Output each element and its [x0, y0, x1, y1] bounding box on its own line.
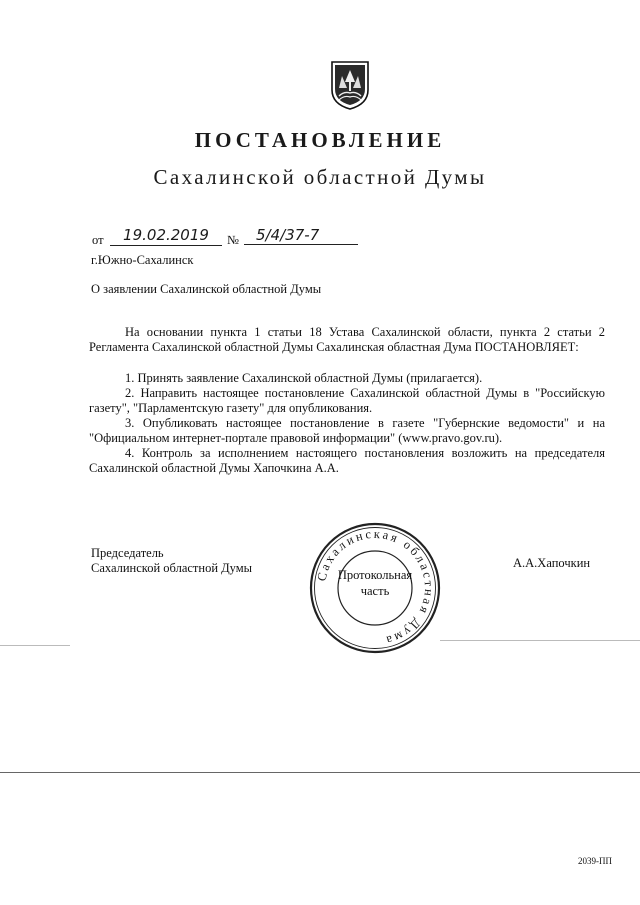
list-item: 3. Опубликовать настоящее постановление в газете "Губернские ведомости" и на "Официальном интернет-портале правовой информации" (www.pravo.gov.ru).	[89, 416, 605, 445]
document-number: 5/4/37-7	[244, 226, 358, 245]
document-date: 19.02.2019	[110, 226, 222, 246]
scan-artifact-line	[0, 645, 70, 646]
footer-code: 2039-ПП	[578, 856, 612, 866]
signatory-name: А.А.Хапочкин	[513, 556, 591, 570]
list-item: 4. Контроль за исполнением настоящего постановления возложить на председателя Сахалинской областной Думы Хапочкина А.А.	[89, 446, 605, 475]
signatory-position: Председатель	[91, 546, 164, 560]
stamp-ring-text: Сахалинская областная Дума	[314, 526, 437, 649]
stamp-center-line2: часть	[360, 584, 390, 598]
signatory-organization: Сахалинской областной Думы	[91, 561, 253, 575]
scan-artifact-line	[440, 640, 640, 641]
coat-of-arms-icon	[330, 60, 370, 110]
document-title: ПОСТАНОВЛЕНИЕ	[194, 128, 446, 152]
stamp-center-line1: Протокольная	[337, 568, 413, 582]
number-prefix: №	[227, 233, 239, 247]
list-item: 1. Принять заявление Сахалинской областной Думы (прилагается).	[125, 371, 483, 385]
date-prefix: от	[92, 233, 104, 247]
list-item: 2. Направить настоящее постановление Сахалинской областной Думы в "Российскую газету", "Парламентскую газету" для опубликования.	[89, 386, 605, 415]
city-name: г.Южно-Сахалинск	[91, 253, 194, 267]
document-subject: О заявлении Сахалинской областной Думы	[91, 282, 322, 296]
scan-divider-line	[0, 772, 640, 773]
document-subtitle: Сахалинской областной Думы	[153, 165, 487, 189]
preamble-paragraph: На основании пункта 1 статьи 18 Устава Сахалинской области, пункта 2 статьи 2 Регламента Сахалинской областной Думы Сахалинская областная Дума ПОСТАНОВЛЯЕТ:	[89, 325, 605, 354]
